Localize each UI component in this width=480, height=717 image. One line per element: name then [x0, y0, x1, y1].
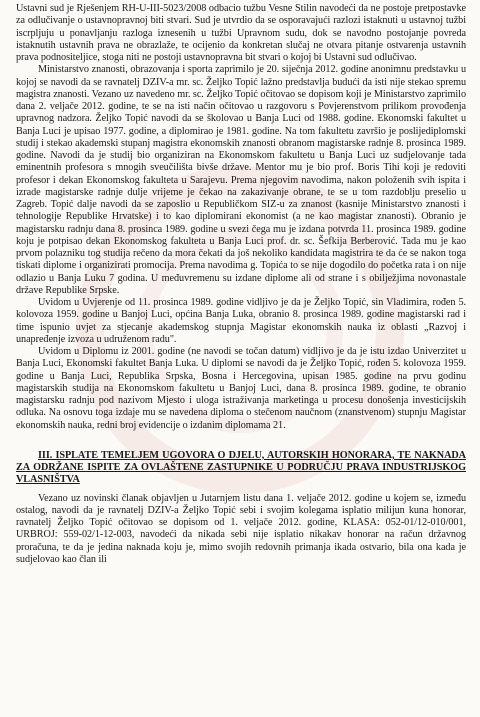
paragraph-diploma: Uvidom u Diplomu iz 2001. godine (ne navodi se točan datum) vidljivo je da je istu izdao Univerzitet u Banja Luci, Ekonomski fakultet Banja Luka. U diplomi se navodi da je Željko Topić, rođen 5. kolovoza 1959. godine u Banja Luci, Republika Srpska, Bosna i Hercegovina, upisan 1985. godine na prvu godinu magistarskih studija na Ekonomskom fakultetu u Banjoj Luci, dana 8. prosinca 1989. godine, te obranio magistarsku radnju pod nazivom Mjesto i uloga istraživanja marketinga u procesu donošenja investicijskih odluka. Na osnovu toga izdaje mu se navedena diploma o stečenom naučnom (znanstvenom) stupnju Magistar ekonomskih nauka, redni broj evidencije o izdanim diplomama 21. — [16, 346, 466, 431]
paragraph-honorarium: Vezano uz novinski članak objavljen u Jutarnjem listu dana 1. veljače 2012. godine u kojem se, između ostalog, navodi da je ravnatelj DZIV-a Željko Topić sebi i svojim kolegama isplatio milijun kuna honorar, ravnatelj Željko Topić očitovao se dopisom od 1. veljače 2012. godine, KLASA: 052-01/12-010/001, URBROJ: 559-02/1-12-003, navodeći da nikada sebi nije isplatio nikakav honorar na račun državnog proračuna, te da je jedina naknada koju je, mimo svojih redovnih primanja ikada ostvario, bila ona kada je sudjelovao kao član ili — [16, 492, 466, 565]
paragraph-constitutional-court: Ustavni sud je Rješenjem RH-U-III-5023/2008 odbacio tužbu Vesne Stilin navodeći da ne postoje pretpostavke za odlučivanje o ustavnopravnoj biti stvari. Sud je utvrdio da se osporavajući razlozi istaknuti u ustavnoj tužbi iscrpljuju u ponavljanju razloga iznesenih u tužbi Upravnom sudu, dok se navodno postojanje povreda istaknutih ustavnih prava ne obrazlaže, te ocijenio da konkretan slučaj ne otvara pitanje ostvarenja ustavnih prava podnositeljice, stoga niti ne postoji ustavnopravna bit stvari o kojoj bi Ustavni sud odlučivao. — [16, 3, 466, 63]
document-body — [16, 3, 466, 566]
paragraph-certificate: Uvidom u Uvjerenje od 11. prosinca 1989. godine vidljivo je da je Željko Topić, sin Vladimira, rođen 5. kolovoza 1959. godine u Banjoj Luci, općina Banja Luka, obranio 8. prosinca 1989. godine magistarski rad i time ispunio uvjet za stjecanje akademskog stupnja Magistar ekonomskih nauka iz oblasti „Razvoj i unapređenje izvoza u udruženom radu". — [16, 297, 466, 345]
paragraph-ministry-complaint: Ministarstvo znanosti, obrazovanja i sporta zaprimilo je 20. siječnja 2012. godine anonimnu predstavku u kojoj se navodi da se ravnatelj DZIV-a mr. sc. Željko Topić lažno predstavlja budući da isti nije stekao spremu magistra znanosti. Vezano uz navedeno mr. sc. Željko Topić očitovao se dopisom koji je Ministarstvo zaprimilo dana 2. veljače 2012. godine, te se na isti način očitovao u razgovoru s Povjerenstvom prilikom provođenja upravnog nadzora. Željko Topić navodi da se školovao u Banja Luci od 1988. godine. Ekonomski fakultet u Banja Luci je upisao 1977. godine, a diplomirao je 1981. godine. Na tom fakultetu završio je poslijediplomski studij i stekao akademski stupanj magistra ekonomskih znanosti obranom magistarske radnje 8. prosinca 1989. godine. Navodi da je studij bio organiziran na Ekonomskom fakultetu u Banja Luci uz sudjelovanje tada eminentnih profesora s mnogih sveučilišta bivše države. Mentor mu je bio prof. Boris Tihi koji je redoviti profesor i dekan Ekonomskog fakulteta u Sarajevu. Prema njegovim navodima, nakon položenih svih ispita i izrade magistarske radnje dulje vrijeme je čekao na zakazivanje obrane, te se u tom razdoblju preselio u Zagreb. Topić dalje navodi da se zaposlio u Republičkom SIZ-u za znanost (kasnije Ministarstvo znanosti i tehnologije Republike Hrvatske) i to kao diplomirani ekonomist (a ne kao magistar znanosti). Obranio je magistarsku radnju dana 8. prosinca 1989. godine u svezi čega mu je izdana potvrda 11. prosinca 1989. godine koju je potpisao dekan Ekonomskog fakulteta u Banja Luci prof. dr. sc. Šefkija Berberović. Tada mu je kao prvom polazniku tog studija rečeno da mora čekati da još nekoliko kandidata magistrira te da će se nakon toga tiskati diplome i organizirati promocija. Prema navodima g. Topića to se nije dogodilo do početka rata i on nije odlazio u Banja Luku 7 godina. U međuvremenu su izdane diplome ali od strane i s obilježjima novonastale države Republike Srpske. — [16, 64, 466, 296]
section-heading: III. ISPLATE TEMELJEM UGOVORA O DJELU, AUTORSKIH HONORARA, TE NAKNADA ZA ODRŽANE ISPITE ZA OVLAŠTENE ZASTUPNIKE U PODRUČJU PRAVA INDUSTRIJSKOG VLASNIŠTVA — [16, 449, 466, 486]
